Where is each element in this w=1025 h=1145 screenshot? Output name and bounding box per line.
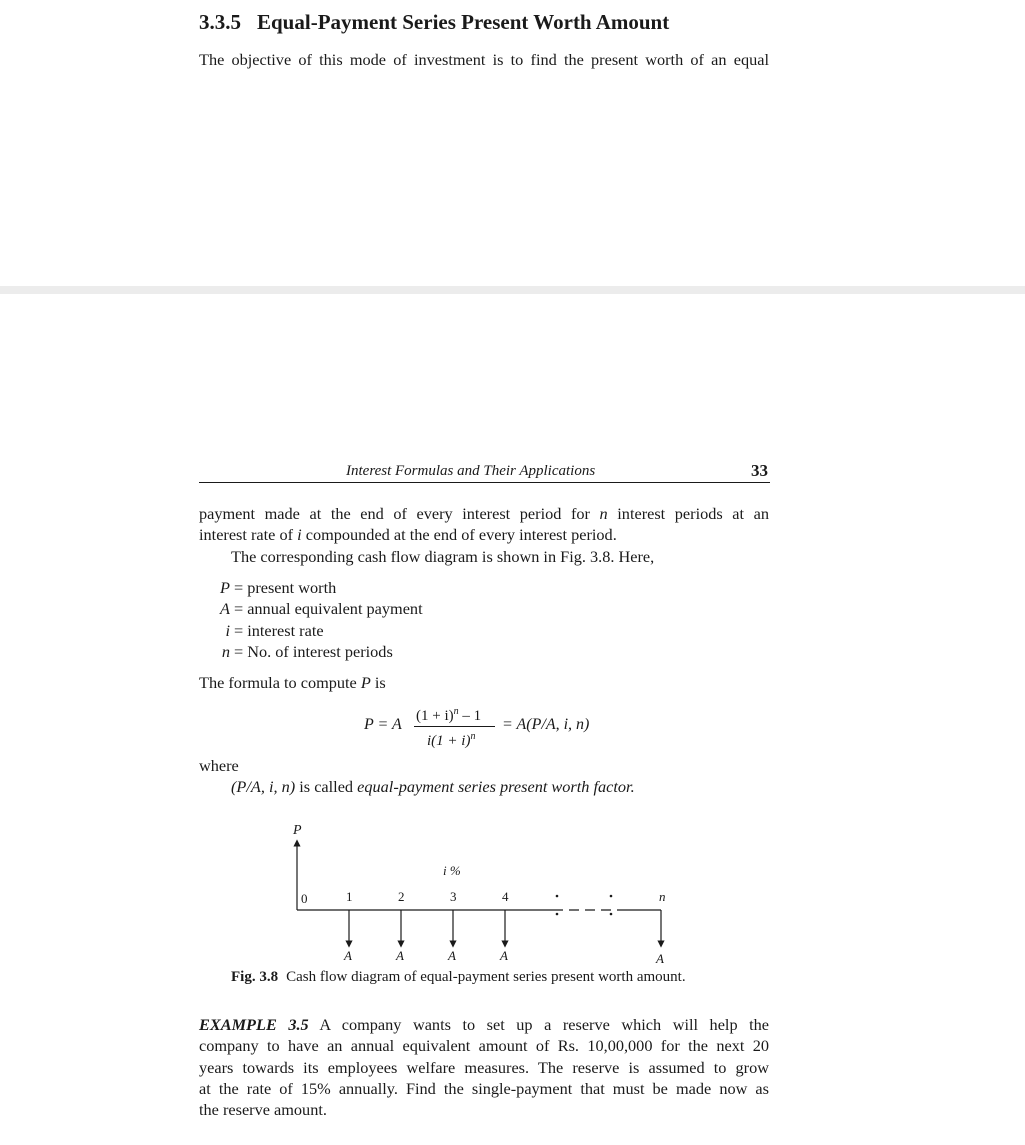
period-n: n [659, 889, 666, 904]
ellipsis-dot [610, 913, 613, 916]
payment-label: A [448, 948, 456, 963]
def-symbol: P [220, 578, 230, 597]
def-text: No. of interest periods [247, 642, 393, 661]
equals-sign: = [234, 642, 244, 661]
section-number: 3.3.5 [199, 10, 241, 34]
numerator-exponent: n [453, 706, 459, 717]
period-1: 1 [346, 889, 353, 904]
period-2: 2 [398, 889, 405, 904]
rate-label: i % [443, 863, 461, 878]
def-symbol: n [221, 642, 230, 661]
label-p: P [293, 823, 302, 838]
ellipsis-dot [556, 895, 559, 898]
payment-label: A [500, 948, 508, 963]
formula-rhs: = A(P/A, i, n) [502, 716, 590, 733]
section-title: Equal-Payment Series Present Worth Amount [257, 10, 670, 34]
example-line-4: at the rate of 15% annually. Find the single-payment that must be made now as [199, 1079, 769, 1098]
equals-sign: = [234, 599, 244, 618]
text-span: interest periods at an [617, 504, 770, 523]
example-line-1 [199, 1014, 769, 1035]
payment-label: A [344, 948, 352, 963]
text-span: payment made at the end of every interest period for [199, 504, 590, 523]
example-label: EXAMPLE 3.5 [199, 1015, 309, 1034]
caption-text: Cash flow diagram of equal-payment series present worth amount. [286, 969, 686, 985]
where-label: where [199, 756, 239, 775]
denominator-base: i(1 + i) [427, 733, 471, 749]
intro-line: The objective of this mode of investment is to find the present worth of an equal [199, 50, 769, 69]
text-span: The formula to compute [199, 673, 357, 692]
def-symbol: i [225, 621, 230, 640]
text-span: A company wants to set up a reserve which will help the [319, 1015, 770, 1034]
text-span: is called [299, 777, 354, 796]
paragraph-2: The corresponding cash flow diagram is shown in Fig. 3.8. Here, [231, 547, 655, 566]
denominator-exponent: n [470, 731, 476, 742]
text-span: compounded at the end of every interest period. [305, 525, 617, 544]
factor-notation: (P/A, i, n) [231, 777, 296, 796]
formula-lhs: P = A [364, 716, 402, 733]
variable-i: i [297, 525, 302, 544]
figure-caption [231, 969, 686, 986]
variable-n: n [599, 504, 608, 523]
ellipsis-dot [556, 913, 559, 916]
example-line-2: company to have an annual equivalent amount of Rs. 10,00,000 for the next 20 [199, 1036, 769, 1055]
page-number: 33 [751, 461, 768, 480]
caption-label: Fig. 3.8 [231, 969, 279, 985]
running-title: Interest Formulas and Their Applications [346, 463, 596, 479]
example-line-3: years towards its employees welfare measures. The reserve is assumed to grow [199, 1058, 769, 1077]
factor-name: equal-payment series present worth factor. [357, 777, 635, 796]
def-text: interest rate [247, 621, 324, 640]
ellipsis-dot [610, 895, 613, 898]
equals-sign: = [234, 621, 244, 640]
payment-label: A [656, 951, 664, 966]
period-4: 4 [502, 889, 509, 904]
payment-label: A [396, 948, 404, 963]
variable-p: P [360, 673, 371, 692]
text-span: interest rate of [199, 525, 294, 544]
def-text: annual equivalent payment [247, 599, 423, 618]
numerator-base: (1 + i) [416, 708, 454, 724]
numerator-tail: – 1 [462, 708, 482, 724]
period-0: 0 [301, 891, 308, 906]
equals-sign: = [234, 578, 244, 597]
def-symbol: A [220, 599, 230, 618]
example-line-5: the reserve amount. [199, 1100, 327, 1119]
text-span: is [374, 673, 386, 692]
period-3: 3 [450, 889, 457, 904]
def-text: present worth [247, 578, 337, 597]
